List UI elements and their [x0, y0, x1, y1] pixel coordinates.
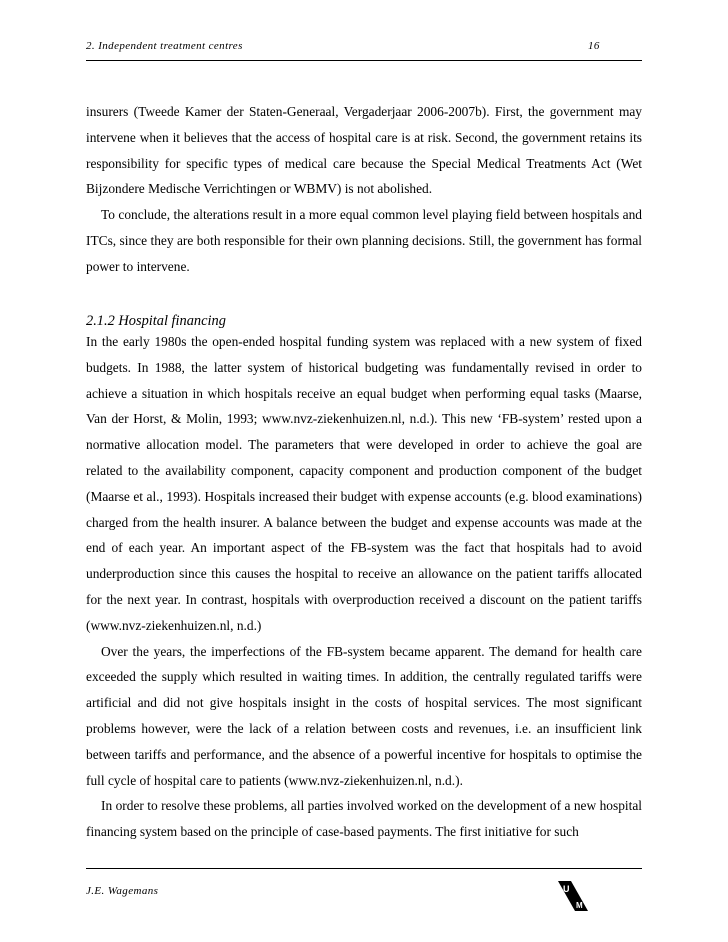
chapter-title: 2. Independent treatment centres: [86, 40, 243, 52]
paragraph: To conclude, the alterations result in a more equal common level playing field between hospitals and ITCs, since they are both responsible for their own planning decisions. Still, the government has formal power to intervene.: [86, 207, 642, 274]
footer-rule: [86, 868, 642, 869]
logo-letter-u: U: [563, 884, 570, 894]
section-heading: 2.1.2 Hospital financing: [86, 313, 226, 329]
section-body-1: [86, 99, 642, 280]
paragraph: In the early 1980s the open-ended hospital funding system was replaced with a new system of fixed budgets. In 1988, the latter system of historical budgeting was fundamentally revised in order to achieve a situation in which hospitals receive an equal budget when performing equal tasks (Maarse, Van der Horst, & Molin, 1993; www.nvz-ziekenhuizen.nl, n.d.). This new ‘FB-system’ rested upon a normative allocation model. The parameters that were developed in order to achieve the goal are related to the availability component, capacity component and production component of the budget (Maarse et al., 1993). Hospitals increased their budget with expense accounts (e.g. blood examinations) charged from the health insurer. A balance between the budget and expense accounts was made at the end of each year. An important aspect of the FB-system was the fact that hospitals had to avoid underproduction since this causes the hospital to receive an allowance on the patient tariffs allocated for the next year. In contrast, hospitals with overproduction received a discount on the patient tariffs (www.nvz-ziekenhuizen.nl, n.d.): [86, 334, 642, 633]
logo-letter-m: M: [576, 901, 583, 910]
paragraph: insurers (Tweede Kamer der Staten-Generaal, Vergaderjaar 2006-2007b). First, the government may intervene when it believes that the access of hospital care is at risk. Second, the government retains its responsibility for specific types of medical care because the Special Medical Treatments Act (Wet Bijzondere Medische Verrichtingen or WBMV) is not abolished.: [86, 104, 642, 197]
paragraph: In order to resolve these problems, all parties involved worked on the development of a new hospital financing system based on the principle of case-based payments. The first initiative for such: [86, 798, 642, 840]
paragraph: Over the years, the imperfections of the FB-system became apparent. The demand for health care exceeded the supply which resulted in waiting times. In addition, the centrally regulated tariffs were artificial and did not give hospitals insight in the costs of hospital services. The most significant problems however, were the lack of a relation between costs and revenues, i.e. an insufficient link between tariffs and performance, and the absence of a powerful incentive for hospitals to optimise the full cycle of hospital care to patients (www.nvz-ziekenhuizen.nl, n.d.).: [86, 643, 642, 788]
university-maastricht-logo-icon: [558, 881, 588, 911]
author-name: J.E. Wagemans: [86, 885, 159, 897]
page-number: 16: [588, 40, 600, 52]
section-body-2: [86, 329, 642, 845]
header-rule: [86, 60, 642, 61]
